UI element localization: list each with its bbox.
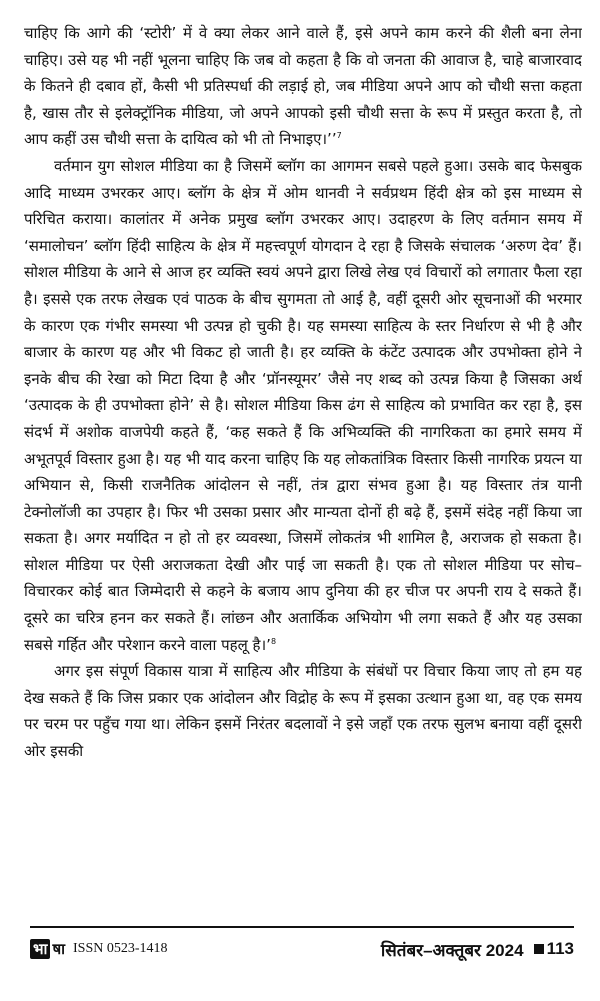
issn-number: ISSN 0523-1418 bbox=[73, 941, 168, 956]
page-number bbox=[534, 939, 574, 959]
page-number-value: 113 bbox=[546, 939, 574, 958]
footnote-ref-7: 7 bbox=[336, 131, 342, 141]
issue-date: सितंबर–अक्तूबर 2024 bbox=[380, 940, 524, 960]
paragraph-2-text: वर्तमान युग सोशल मीडिया का है जिसमें ब्लॉग का आगमन सबसे पहले हुआ। उसके बाद फेसबुक आदि माध्यम उभरकर आए। ब्लॉग के क्षेत्र में ओम थानवी ने सर्वप्रथम हिंदी क्षेत्र को इस माध्यम से परिचित कराया। कालांतर में अनेक प्रमुख ब्लॉग उभरकर आए। उदाहरण के लिए वर्तमान समय में ‘समालोचन’ ब्लॉग हिंदी साहित्य के क्षेत्र में महत्त्वपूर्ण योगदान दे रहा है जिसके संचालक ‘अरुण देव’ हैं। सोशल मीडिया के आने से आज हर व्यक्ति स्वयं अपने द्वारा लिखे लेख एवं विचारों को लगातार फैला रहा है। इससे एक तरफ लेखक एवं पाठक के बीच सुगमता तो आई है, वहीं दूसरी ओर सूचनाओं की भरमार के कारण एक गंभीर समस्या भी उत्पन्न हो चुकी है। यह समस्या साहित्य के स्तर निर्धारण से भी है और बाजार के कारण यह और भी विकट हो जाती है। हर व्यक्ति के कंटेंट उत्पादक और उपभोक्ता होने ने इनके बीच की रेखा को मिटा दिया है और ‘प्रॉनस्यूमर’ जैसे नए शब्द को उत्पन्न किया है जिसका अर्थ ‘उत्पादक के ही उपभोक्ता होने’ से है। सोशल मीडिया किस ढंग से साहित्य को प्रभावित कर रहा है, इस संदर्भ में अशोक वाजपेयी कहते हैं, ‘कह सकते हैं कि अभिव्यक्ति की नागरिकता का हमारे समय में अभूतपूर्व विस्तार हुआ है। यह भी याद करना चाहिए कि यह लोकतांत्रिक विस्तार किसी नागरिक प्रयत्न या अभियान से, किसी राजनैतिक आंदोलन से नहीं, तंत्र द्वारा संभव हुआ है। यह विस्तार तंत्र यानी टेक्नोलॉजी का उपहार है। फिर भी उसका प्रसार और मान्यता दोनों ही बढ़े हैं, इसमें संदेह नहीं किया जा सकता है। अगर मर्यादित न हो तो हर व्यवस्था, जिसमें लोकतंत्र भी शामिल है, अराजक हो सकता है। सोशल मीडिया पर ऐसी अराजकता देखी और पाई जा सकती है। एक तो सोशल मीडिया पर सोच–विचारकर कोई बात जिम्मेदारी से कहने के बजाय आप दुनिया की हर चीज पर अपनी राय दे सकते हैं। दूसरे का चरित्र हनन कर सकते हैं। लांछन और अतार्किक अभियोग भी लगा सकते हैं और यह उसका सबसे गर्हित और परेशान करने वाला पहलू है।’ bbox=[24, 156, 582, 654]
article-body bbox=[24, 20, 582, 892]
journal-info bbox=[30, 939, 168, 959]
square-bullet-icon bbox=[534, 944, 544, 954]
footnote-ref-8: 8 bbox=[270, 636, 277, 646]
page-footer bbox=[30, 926, 574, 970]
journal-logo: भा bbox=[30, 939, 50, 959]
journal-name: षा bbox=[52, 941, 65, 958]
paragraph-2 bbox=[24, 153, 582, 658]
paragraph-3 bbox=[24, 658, 582, 764]
issue-info bbox=[381, 938, 574, 961]
paragraph-3-text: अगर इस संपूर्ण विकास यात्रा में साहित्य और मीडिया के संबंधों पर विचार किया जाए तो हम यह देख सकते हैं कि जिस प्रकार एक आंदोलन और विद्रोह के रूप में इसका उत्थान हुआ था, वह एक समय पर चरम पर पहुँच गया था। लेकिन इसमें निरंतर बदलावों ने इसे जहाँ एक तरफ सुलभ बनाया वहीं दूसरी ओर इसकी bbox=[24, 662, 582, 761]
paragraph-1-text: चाहिए कि आगे की ‘स्टोरी’ में वे क्या लेकर आने वाले हैं, इसे अपने काम करने की शैली बना लेना चाहिए। उसे यह भी नहीं भूलना चाहिए कि जब वो कहता है कि वो जनता की आवाज है, चाहे बाजारवाद के कितने ही दबाव हों, कैसी भी प्रतिस्पर्धा की लड़ाई हो, जब मीडिया अपने आप को चौथी सत्ता कहता है, खास तौर से इलेक्ट्रॉनिक मीडिया, जो अपने आपको इसी चौथी सत्ता के रूप में प्रस्तुत करता है, तो आप कहीं उस चौथी सत्ता के दायित्व को भी तो निभाइए।’’ bbox=[24, 24, 582, 149]
paragraph-1 bbox=[24, 20, 582, 153]
